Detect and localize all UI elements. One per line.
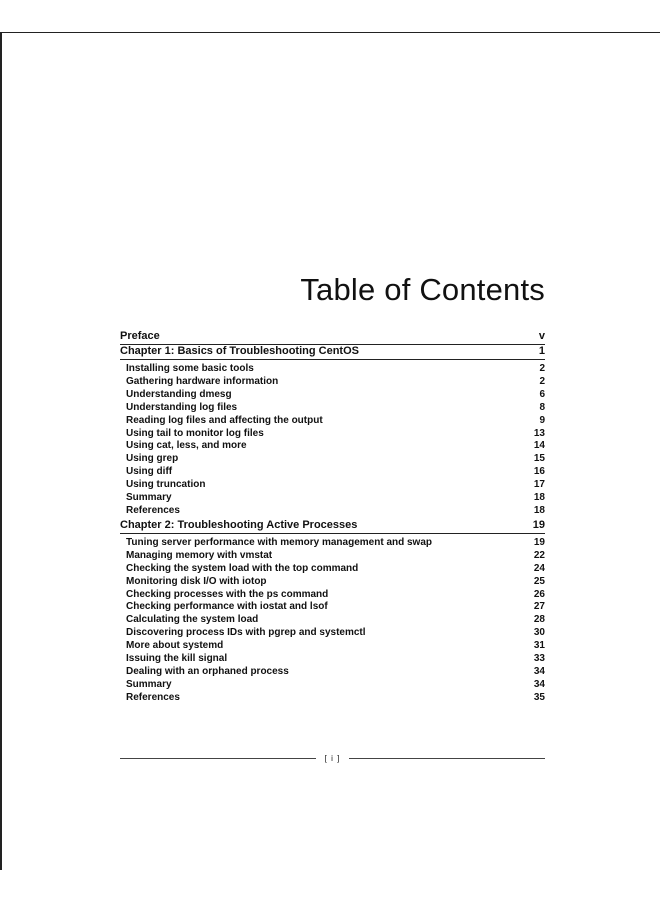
toc-section-row[interactable] xyxy=(120,402,545,415)
toc-section-page: 35 xyxy=(533,691,545,703)
toc-chapter-row[interactable] xyxy=(120,345,545,360)
toc-section-label: Using diff xyxy=(126,466,173,478)
toc-chapter-page: 1 xyxy=(538,345,545,357)
toc-section-row[interactable] xyxy=(120,666,545,679)
toc-section-label: Understanding log files xyxy=(126,401,238,413)
toc-section-row[interactable] xyxy=(120,563,545,576)
toc-section-label: Using grep xyxy=(126,453,179,465)
toc-chapter-label: Chapter 1: Basics of Troubleshooting CentOS xyxy=(120,345,359,357)
toc-section-row[interactable] xyxy=(120,428,545,441)
toc-section-page: 16 xyxy=(533,466,545,478)
table-of-contents xyxy=(120,330,545,706)
toc-section-label: Checking processes with the ps command xyxy=(126,588,329,600)
toc-section-row[interactable] xyxy=(120,576,545,589)
toc-section-row[interactable] xyxy=(120,479,545,492)
toc-section-row[interactable] xyxy=(120,692,545,705)
toc-section-row[interactable] xyxy=(120,627,545,640)
toc-section-label: Monitoring disk I/O with iotop xyxy=(126,575,267,587)
toc-section-page: 14 xyxy=(533,440,545,452)
toc-section-label: More about systemd xyxy=(126,640,224,652)
toc-section-label: Summary xyxy=(126,678,172,690)
toc-chapter-block xyxy=(120,345,545,518)
toc-section-label: Installing some basic tools xyxy=(126,363,254,374)
toc-chapter-row[interactable] xyxy=(120,519,545,534)
toc-chapters xyxy=(120,345,545,705)
footer-rule-right xyxy=(349,758,545,759)
toc-section-row[interactable] xyxy=(120,589,545,602)
toc-section-page: 25 xyxy=(533,575,545,587)
page-title: Table of Contents xyxy=(300,272,545,307)
toc-section-row[interactable] xyxy=(120,440,545,453)
toc-section-page: 2 xyxy=(539,375,545,387)
toc-section-label: Issuing the kill signal xyxy=(126,653,228,665)
toc-chapter-label: Chapter 2: Troubleshooting Active Processes xyxy=(120,518,358,531)
toc-section-page: 24 xyxy=(533,562,545,574)
toc-section-page: 33 xyxy=(533,653,545,665)
toc-section-page: 19 xyxy=(533,536,545,548)
toc-section-page: 18 xyxy=(533,504,545,516)
toc-section-row[interactable] xyxy=(120,376,545,389)
toc-section-page: 9 xyxy=(539,414,545,426)
toc-section-label: Calculating the system load xyxy=(126,614,259,626)
toc-section-row[interactable] xyxy=(120,537,545,550)
toc-section-label: Summary xyxy=(126,492,172,504)
toc-section-label: Checking the system load with the top command xyxy=(126,562,359,574)
toc-section-page: 8 xyxy=(539,401,545,413)
toc-section-page: 22 xyxy=(533,549,545,561)
toc-preface-row[interactable] xyxy=(120,330,545,345)
toc-section-label: Checking performance with iostat and lsof xyxy=(126,601,328,613)
toc-section-label: Managing memory with vmstat xyxy=(126,549,273,561)
toc-section-label: References xyxy=(126,691,180,703)
toc-section-page: 6 xyxy=(539,388,545,400)
toc-chapter-page: 19 xyxy=(532,518,545,531)
toc-preface-label: Preface xyxy=(120,330,160,342)
toc-section-row[interactable] xyxy=(120,614,545,627)
toc-section-page: 28 xyxy=(533,614,545,626)
toc-section-row[interactable] xyxy=(120,492,545,505)
toc-section-page: 15 xyxy=(533,453,545,465)
toc-section-label: Using truncation xyxy=(126,479,206,491)
toc-section-label: Dealing with an orphaned process xyxy=(126,665,289,677)
toc-section-row[interactable] xyxy=(120,679,545,692)
toc-section-row[interactable] xyxy=(120,363,545,376)
toc-section-label: Discovering process IDs with pgrep and systemctl xyxy=(126,627,366,639)
toc-section-label: Reading log files and affecting the output xyxy=(126,414,323,426)
toc-section-row[interactable] xyxy=(120,550,545,563)
footer-page-number: [ i ] xyxy=(324,753,341,763)
toc-section-page: 26 xyxy=(533,588,545,600)
page-footer xyxy=(120,752,545,764)
toc-section-label: Using tail to monitor log files xyxy=(126,427,264,439)
toc-section-label: Using cat, less, and more xyxy=(126,440,247,452)
toc-section-row[interactable] xyxy=(120,505,545,518)
toc-section-page: 17 xyxy=(533,479,545,491)
toc-section-label: Tuning server performance with memory management and swap xyxy=(126,536,433,548)
toc-section-page: 27 xyxy=(533,601,545,613)
toc-section-page: 34 xyxy=(533,665,545,677)
toc-chapter-block xyxy=(120,519,545,705)
toc-preface-page: v xyxy=(538,330,545,342)
toc-section-page: 34 xyxy=(533,678,545,690)
toc-section-row[interactable] xyxy=(120,466,545,479)
toc-section-page: 13 xyxy=(533,427,545,439)
toc-section-label: References xyxy=(126,504,180,516)
toc-section-label: Gathering hardware information xyxy=(126,375,279,387)
toc-section-label: Understanding dmesg xyxy=(126,388,232,400)
toc-section-page: 31 xyxy=(533,640,545,652)
toc-section-row[interactable] xyxy=(120,415,545,428)
toc-section-page: 2 xyxy=(539,363,545,374)
toc-section-row[interactable] xyxy=(120,389,545,402)
page-left-border xyxy=(0,32,2,870)
toc-section-row[interactable] xyxy=(120,640,545,653)
toc-section-row[interactable] xyxy=(120,653,545,666)
toc-section-row[interactable] xyxy=(120,453,545,466)
toc-section-row[interactable] xyxy=(120,601,545,614)
footer-rule-left xyxy=(120,758,316,759)
page-top-border xyxy=(0,32,660,33)
toc-section-page: 30 xyxy=(533,627,545,639)
toc-section-page: 18 xyxy=(533,492,545,504)
